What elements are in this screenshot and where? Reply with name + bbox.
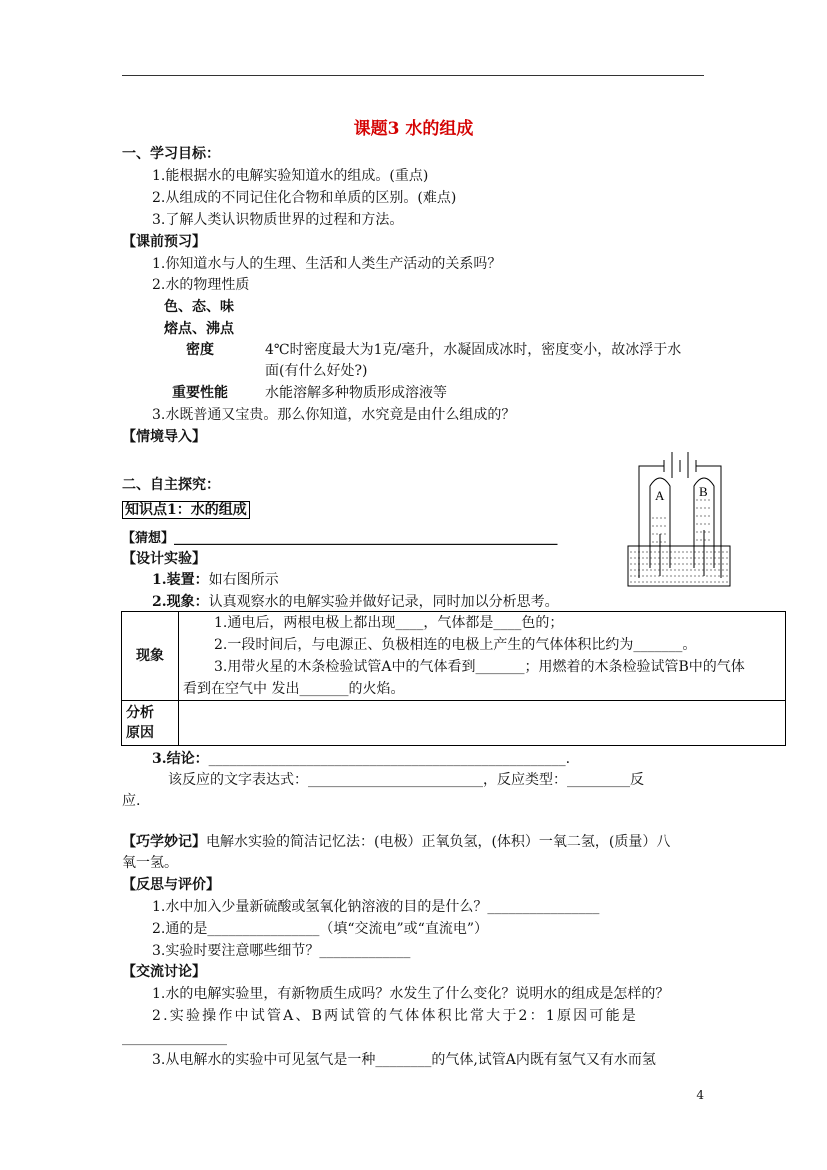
design-phenomenon [152, 592, 559, 612]
guess-line: 【猜想】___________________________________________________________ [122, 531, 558, 546]
discuss-heading: 【交流讨论】 [122, 964, 206, 980]
discuss-question: 1.水的电解实验里，有新物质生成吗？水发生了什么变化？说明水的组成是怎样的？ [152, 986, 670, 1002]
intro-heading: 【情境导入】 [122, 429, 206, 445]
property-key-label: 重要性能 [172, 385, 228, 401]
discuss-question: 2.实验操作中试管A、B两试管的气体体积比常大于2：1原因可能是 [152, 1008, 638, 1024]
goal-item: 2.从组成的不同记住化合物和单质的区别。(难点) [152, 190, 457, 206]
table-cell-analysis [179, 701, 786, 746]
goal-item: 3.了解人类认识物质世界的过程和方法。 [152, 212, 404, 228]
section-heading-goals: 一、学习目标： [122, 146, 220, 162]
property-density-text: 面(有什么好处?) [265, 363, 368, 379]
knowledge-point-label: 知识点1：水的组成 [122, 501, 250, 519]
table-line: 看到在空气中 发出_______的火焰。 [183, 681, 405, 697]
design-heading: 【设计实验】 [122, 551, 206, 567]
page-number: 4 [696, 1088, 704, 1102]
conclusion [152, 749, 570, 769]
analysis-label: 分析 [126, 705, 154, 721]
tube-a-label: A [655, 488, 665, 503]
observation-table [121, 611, 786, 746]
page-title: 课题3 水的组成 [353, 119, 474, 139]
property-key-text: 水能溶解多种物质形成溶液等 [265, 385, 447, 401]
reflect-question: 2.通的是________________（填“交流电”或“直流电”） [152, 921, 488, 937]
table-cell-phenomenon [179, 612, 786, 701]
device-label: 1.装置： [152, 572, 209, 588]
phenomenon-label: 2.现象： [152, 594, 209, 610]
table-row [122, 701, 786, 746]
design-device [152, 570, 279, 590]
device-text: 如右图所示 [208, 572, 279, 588]
trick-line: 氧一氢。 [122, 855, 178, 871]
conclusion-label: 3.结论： [152, 751, 209, 767]
property-points: 熔点、沸点 [164, 321, 234, 337]
table-line: 3.用带火星的木条检验试管A中的气体看到_______；用燃着的木条检验试管B中的气体 [214, 659, 745, 675]
goal-item: 1.能根据水的电解实验知道水的组成。(重点) [152, 168, 429, 184]
table-header-analysis [122, 701, 179, 746]
electrolysis-apparatus-figure [626, 438, 736, 588]
trick-label: 【巧学妙记】 [122, 834, 206, 850]
table-line: 2.一段时间后，与电源正、负极相连的电极上产生的气体体积比约为_______。 [214, 637, 697, 653]
reflect-question: 1.水中加入少量新硫酸或氢氧化钠溶液的目的是什么？________________ [152, 899, 600, 915]
preview-question: 1.你知道水与人的生理、生活和人类生产活动的关系吗？ [152, 256, 502, 272]
preview-question: 3.水既普通又宝贵。那么你知道，水究竟是由什么组成的？ [152, 407, 516, 423]
preview-question: 2.水的物理性质 [152, 277, 250, 293]
table-header-phenomenon: 现象 [122, 612, 179, 701]
property-density-label: 密度 [186, 342, 214, 358]
table-row [122, 612, 786, 701]
tube-b-label: B [699, 484, 708, 499]
property-color: 色、态、味 [164, 299, 234, 315]
expression-line: 应. [122, 793, 141, 809]
trick-text: 电解水实验的简洁记忆法：(电极）正氧负氢，(体积）一氧二氢，(质量）八 [206, 834, 671, 850]
header-rule [122, 75, 704, 76]
discuss-question: _______________ [122, 1030, 227, 1046]
expression-line: 该反应的文字表达式：_________________________，反应类型：_________反 [168, 772, 644, 788]
discuss-question: 3.从电解水的实验中可见氢气是一种________的气体,试管A内既有氢气又有水而氢 [152, 1052, 656, 1068]
knowledge-point-box [122, 500, 250, 520]
preview-heading: 【课前预习】 [122, 234, 206, 250]
analysis-label: 原因 [126, 725, 154, 741]
section-heading-explore: 二、自主探究： [122, 477, 220, 493]
reflect-question: 3.实验时要注意哪些细节？_____________ [152, 943, 411, 959]
table-line: 1.通电后，两根电极上都出现____，气体都是____色的； [214, 615, 564, 631]
phenomenon-text: 认真观察水的电解实验并做好记录，同时加以分析思考。 [208, 594, 559, 610]
conclusion-blank: ___________________________________________________. [208, 751, 571, 767]
property-density-text: 4℃时密度最大为1克/毫升，水凝固成冰时，密度变小，故冰浮于水 [265, 342, 682, 358]
trick-line [122, 832, 670, 852]
reflect-heading: 【反思与评价】 [122, 877, 220, 893]
